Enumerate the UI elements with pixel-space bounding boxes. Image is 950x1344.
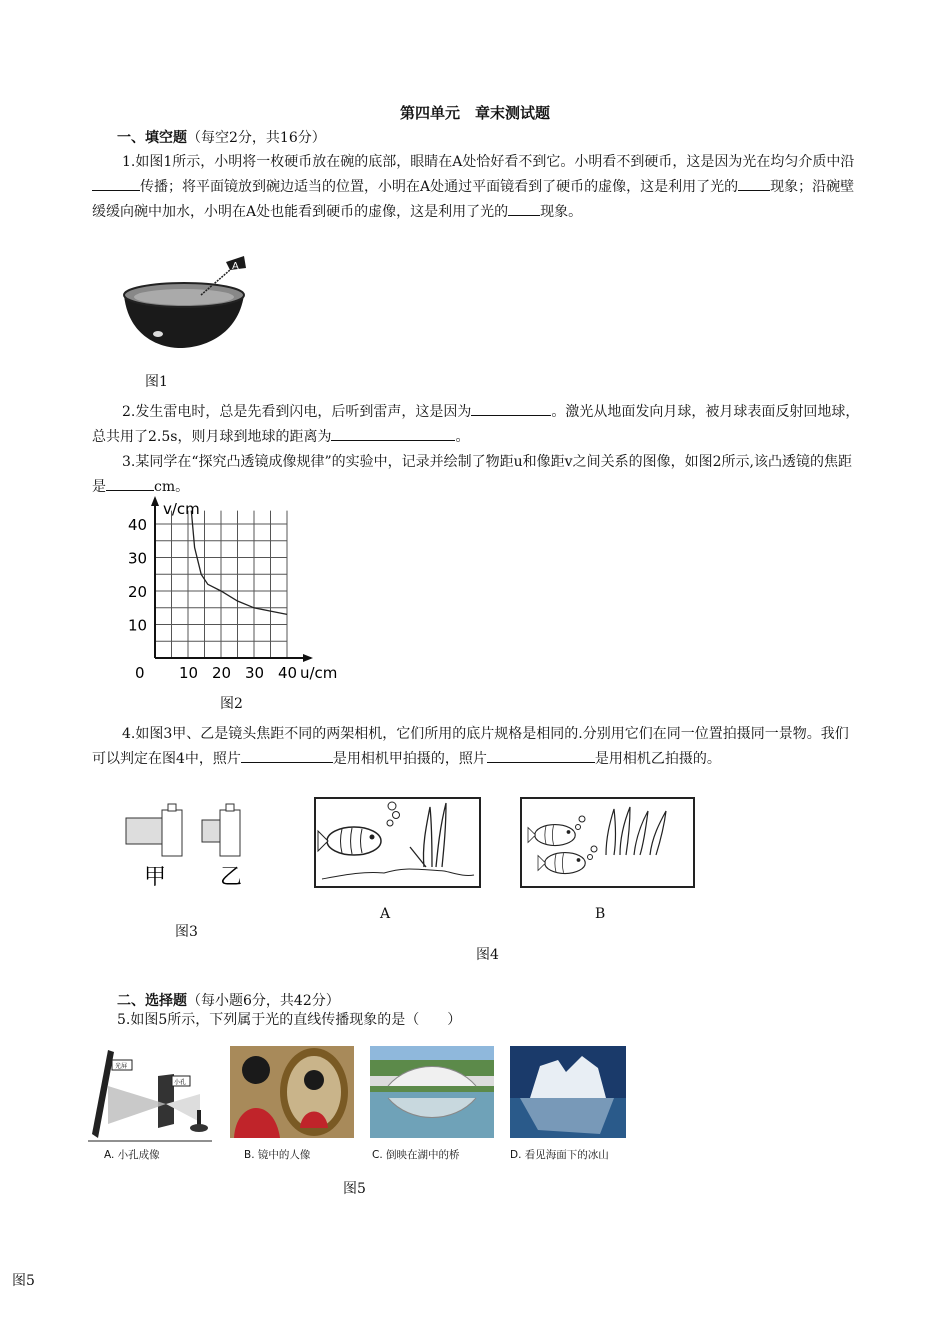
chart-axes [151,496,313,662]
q4-blank-1[interactable] [241,748,333,763]
candle-icon [197,1110,201,1126]
chart-y-tick: 30 [128,549,148,568]
camera-yi-label: 乙 [220,865,243,890]
cameras-figure [120,800,260,895]
section-2-title: 二、选择题 [117,993,187,1009]
figure-1-caption: 图1 [145,374,168,390]
question-2: 2.发生雷电时，总是先看到闪电，后听到雷声，这是因为 。激光从地面发向月球，被月球表面反射回地球，总共用了2.5s，则月球到地球的距离为 。 [92,400,862,450]
q1-blank-2[interactable] [738,176,770,191]
bridge-picture [370,1046,494,1164]
figure-2-caption: 图2 [220,696,243,712]
page-title: 第四单元 章末测试题 [399,104,550,122]
section-1-note: （每空2分，共16分） [187,130,326,146]
pinhole-picture [88,1046,212,1164]
chart-y-arrow [151,496,159,506]
q4-blank-2[interactable] [487,748,595,763]
section-2-heading [117,990,340,1010]
chart-y-tick: 10 [128,616,148,635]
chart-y-tick: 40 [128,516,148,534]
photo-b [520,797,696,889]
question-1: 1.如图1所示，小明将一枚硬币放在碗的底部，眼睛在A处恰好看不到它。小明看不到硬币，这是因为光在均匀介质中沿传播；将平面镜放到碗边适当的位置，小明在A处通过平面镜看到了硬币的虚像，这是利用了光的 现象；沿碗壁缓缓向碗中加水，小明在A处也能看到硬币的虚像，这是利用了光的 现象。 [92,154,855,220]
chart-y-tick: 20 [128,583,148,601]
photo-a-label: A [380,906,391,922]
bridge-caption: C. 倒映在湖中的桥 [372,1149,460,1161]
figure-3-caption: 图3 [175,924,198,940]
question-5: 5.如图5所示，下列属于光的直线传播现象的是（ ） [117,1012,462,1028]
chart-x-tick: 30 [245,664,265,682]
chart-x-arrow [303,654,313,662]
footer-figure-label: 图5 [12,1273,35,1289]
chart-ylabel: v/cm [163,500,200,518]
question-4: 4.如图3甲、乙是镜头焦距不同的两架相机，它们所用的底片规格是相同的.分别用它们在同一位置拍摄同一景物。我们可以判定在图4中，照片 是用相机甲拍摄的，照片 是用相机乙拍摄的。 [92,726,849,767]
q2-blank-1[interactable] [471,401,551,416]
photo-b-label: B [595,906,606,922]
camera-jia-label: 甲 [144,865,167,890]
section-2-note: （每小题6分，共42分） [187,993,340,1009]
hole-label: 小孔 [174,1079,187,1086]
pinhole-caption: A. 小孔成像 [104,1149,160,1161]
photo-a [314,797,482,889]
camera-yi-icon [202,804,240,856]
chart-x-tick: 40 [278,664,298,682]
screen-label: 光屏 [115,1063,128,1070]
chart-x-tick: 20 [212,664,232,682]
q1-blank-3[interactable] [508,201,540,216]
iceberg-picture [510,1046,626,1164]
chart-xlabel: u/cm [300,664,338,682]
iceberg-caption: D. 看见海面下的冰山 [510,1149,609,1161]
question-3: 3.某同学在“探究凸透镜成像规律”的实验中，记录并绘制了物距u和像距v之间关系的图像，如图2所示,该凸透镜的焦距是 cm。 [92,454,852,495]
section-1-title: 一、填空题 [117,130,187,146]
chart-series-line [191,511,287,615]
mirror-picture [230,1046,354,1164]
bowl-figure [118,240,258,355]
bowl-inner [134,289,234,305]
figure-5-caption: 图5 [343,1181,366,1197]
chart-grid [155,511,287,658]
mirror-caption: B. 镜中的人像 [244,1149,311,1161]
q3-blank[interactable] [106,476,154,491]
q2-blank-2[interactable] [331,426,455,441]
chart-x-tick: 10 [179,664,199,682]
point-a-label: A [232,261,239,272]
lens-chart [125,496,350,686]
camera-jia-icon [126,804,182,856]
figure-4-caption: 图4 [476,947,499,963]
coin-icon [153,331,163,337]
q1-blank-1[interactable] [92,176,140,191]
section-1-heading [117,127,326,147]
chart-x-tick: 0 [135,664,145,682]
